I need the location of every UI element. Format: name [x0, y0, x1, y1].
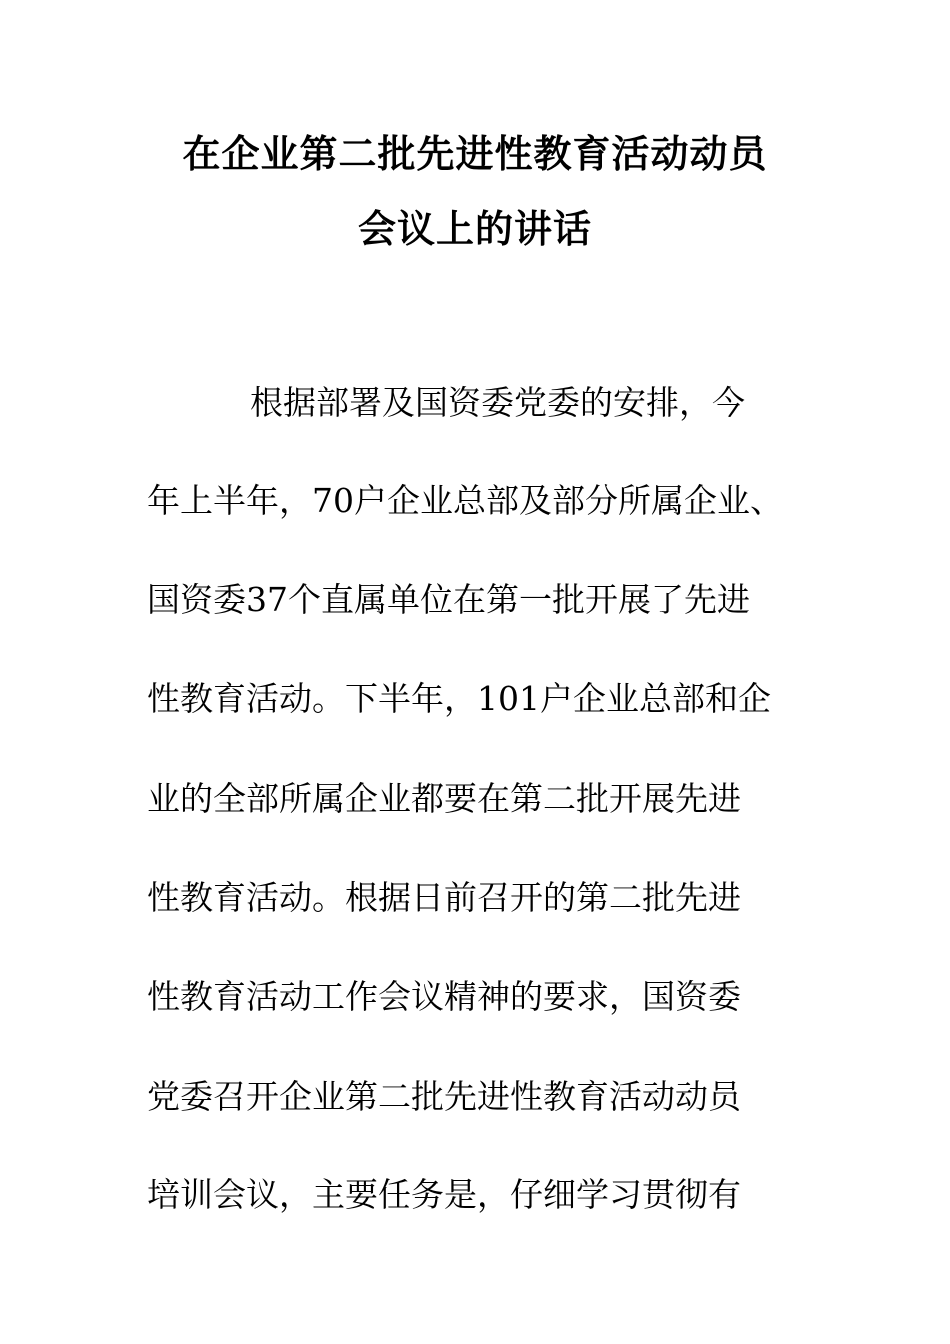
document-title-line-2: 会议上的讲话: [357, 207, 592, 251]
paragraph-line: 国资委37个直属单位在第一批开展了先进: [147, 580, 750, 619]
paragraph-line: 年上半年，70户企业总部及部分所属企业、: [147, 481, 783, 520]
paragraph-line: 培训会议，主要任务是，仔细学习贯彻有: [147, 1175, 741, 1214]
paragraph-line: 性教育活动。下半年，101户企业总部和企: [147, 679, 771, 718]
paragraph-line: 党委召开企业第二批先进性教育活动动员: [147, 1077, 741, 1116]
paragraph-line: 根据部署及国资委党委的安排，今: [250, 383, 745, 422]
paragraph-line: 业的全部所属企业都要在第二批开展先进: [147, 779, 741, 818]
document-title-line-1: 在企业第二批先进性教育活动动员: [182, 132, 768, 176]
paragraph-line: 性教育活动。根据日前召开的第二批先进: [147, 878, 741, 917]
paragraph-line: 性教育活动工作会议精神的要求，国资委: [147, 977, 741, 1016]
